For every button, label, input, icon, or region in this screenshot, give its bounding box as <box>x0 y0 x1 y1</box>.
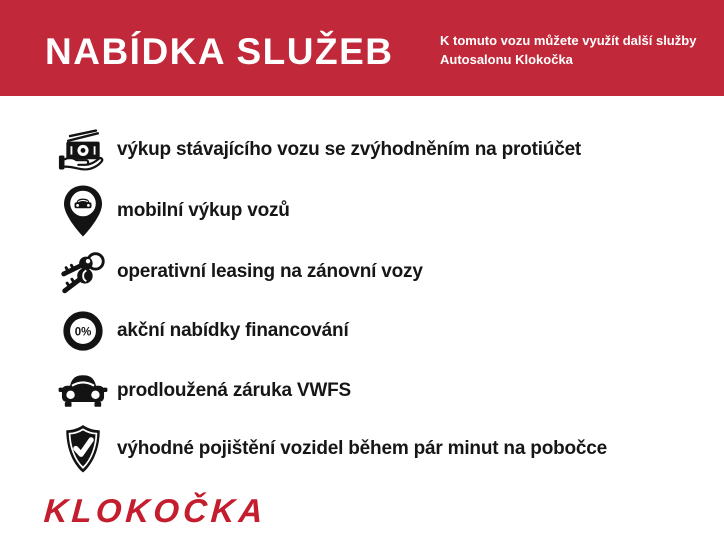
service-row-insurance <box>56 421 676 477</box>
header-subtitle-line1: K tomuto vozu můžete využít další služby <box>440 33 697 48</box>
service-label: výhodné pojištění vozidel během pár minut na pobočce <box>117 438 608 459</box>
service-row-warranty <box>56 363 676 419</box>
header-banner <box>0 0 724 96</box>
service-label: operativní leasing na zánovní vozy <box>117 261 423 282</box>
cash-in-hand-icon <box>56 122 110 178</box>
service-label: akční nabídky financování <box>117 320 349 341</box>
service-label: výkup stávajícího vozu se zvýhodněním na protiúčet <box>117 139 582 160</box>
zero-percent-label: 0% <box>74 326 92 339</box>
shield-check-icon <box>56 421 110 477</box>
service-row-mobile-buyout <box>56 183 676 239</box>
page-title: NABÍDKA SLUŽEB <box>45 31 394 72</box>
service-row-financing <box>56 303 676 359</box>
zero-percent-icon <box>56 303 110 359</box>
service-row-leasing <box>56 244 676 300</box>
car-front-icon <box>56 363 110 419</box>
service-label: mobilní výkup vozů <box>117 200 290 221</box>
keys-icon <box>56 244 110 300</box>
service-row-trade-in <box>56 122 676 178</box>
header-subtitle-line2: Autosalonu Klokočka <box>440 52 573 67</box>
service-label: prodloužená záruka VWFS <box>117 380 351 401</box>
header-subtitle <box>440 31 700 69</box>
klokocka-logo: KLOKOČKA <box>42 492 268 529</box>
location-pin-car-icon <box>56 183 110 239</box>
